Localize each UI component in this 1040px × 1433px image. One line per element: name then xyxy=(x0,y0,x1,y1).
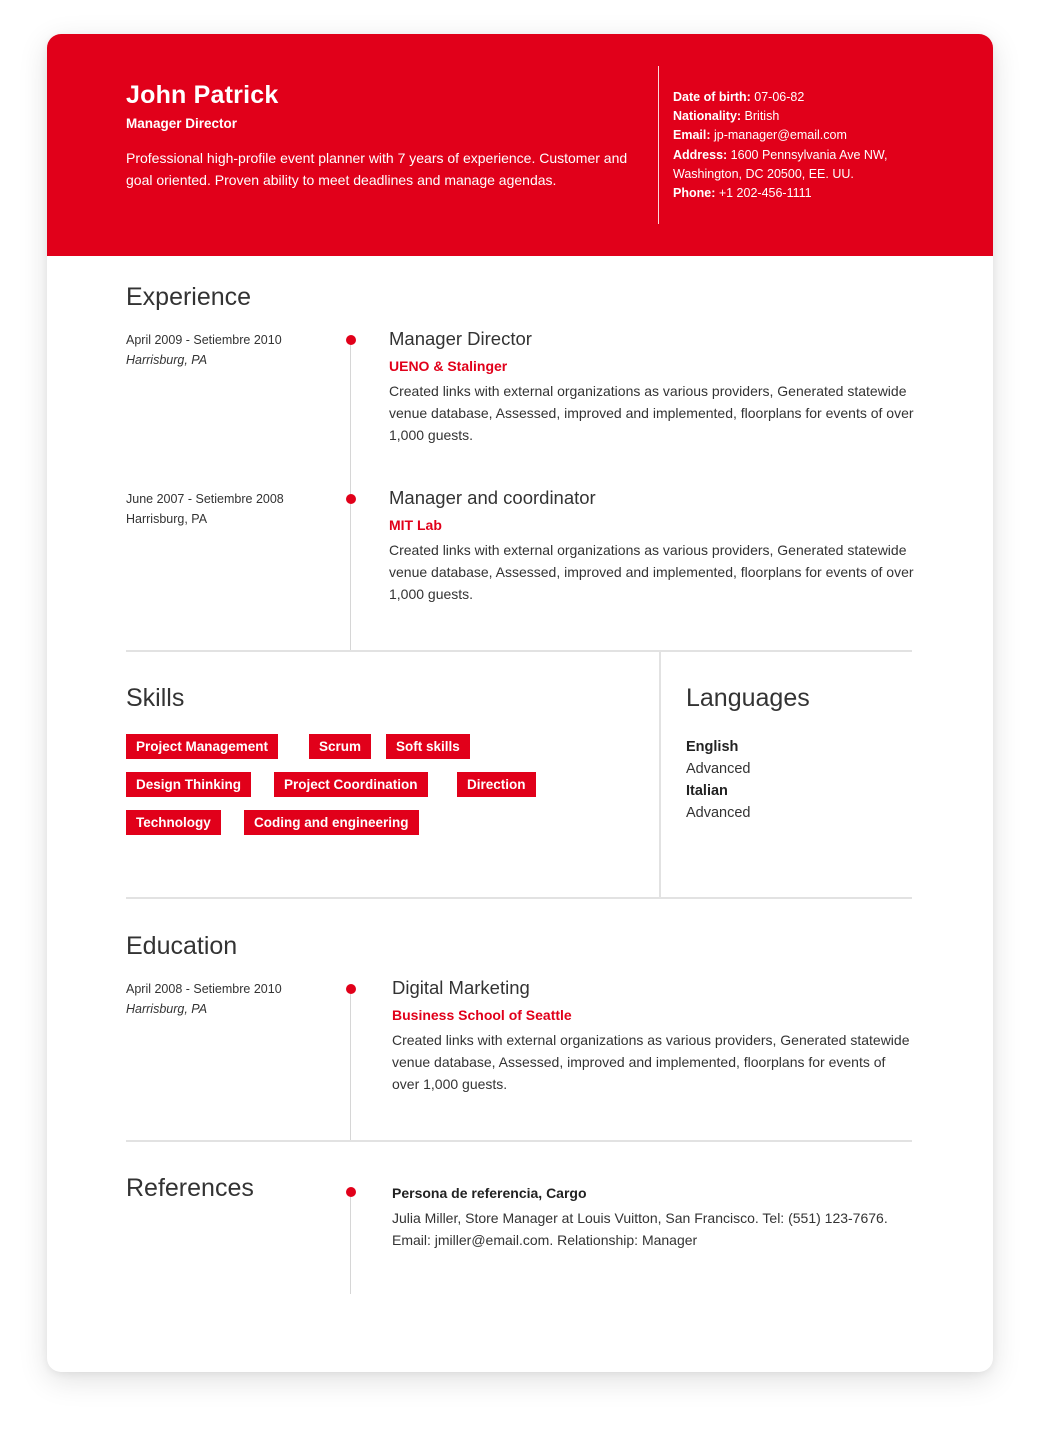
info-phone: Phone: +1 202-456-1111 xyxy=(673,186,812,201)
experience-2-date: June 2007 - Setiembre 2008 xyxy=(126,492,284,506)
experience-1-location: Harrisburg, PA xyxy=(126,352,208,367)
info-address: Address: 1600 Pennsylvania Ave NW, xyxy=(673,147,888,162)
divider xyxy=(126,897,912,899)
experience-1-dot xyxy=(346,335,356,345)
education-1-dot xyxy=(346,984,356,994)
experience-1-date: April 2009 - Setiembre 2010 xyxy=(126,333,282,347)
education-1-location: Harrisburg, PA xyxy=(126,1001,208,1016)
skill-tag: Technology xyxy=(126,810,221,835)
info-nationality: Nationality: British xyxy=(673,109,780,124)
info-dob: Date of birth: 07-06-82 xyxy=(673,90,805,104)
skills-languages-divider xyxy=(659,651,661,898)
education-1-title: Digital Marketing xyxy=(392,977,530,998)
languages-title: Languages xyxy=(686,684,810,712)
experience-2-date-block xyxy=(126,490,284,529)
skill-tag: Project Coordination xyxy=(274,772,428,797)
info-address-line2: Washington, DC 20500, EE. UU. xyxy=(673,166,854,181)
info-email: Email: jp-manager@email.com xyxy=(673,128,847,143)
experience-1-org: UENO & Stalinger xyxy=(389,358,508,374)
education-1-date: April 2008 - Setiembre 2010 xyxy=(126,982,282,996)
personal-info xyxy=(673,88,973,203)
education-1-desc: Created links with external organizations as various providers, Generated statewide venue database, Assessed, improved and implemented, floorplans for events of over 1,000 guests. xyxy=(392,1032,910,1092)
experience-1-desc: Created links with external organizations as various providers, Generated statewide venue database, Assessed, improved and implemented, floorplans for events of over 1,000 guests. xyxy=(389,383,914,443)
skill-tag: Project Management xyxy=(126,734,278,759)
education-timeline xyxy=(350,989,351,1141)
experience-2-title: Manager and coordinator xyxy=(389,487,596,508)
language-2-name: Italian xyxy=(686,783,728,799)
reference-name: Persona de referencia, Cargo xyxy=(392,1185,587,1201)
reference-desc: Julia Miller, Store Manager at Louis Vuitton, San Francisco. Tel: (551) 123-7676. Email: jmiller@email.com. Relationship: Manager xyxy=(392,1210,888,1248)
references-timeline xyxy=(350,1192,351,1294)
references-title: References xyxy=(126,1174,254,1202)
skill-tag: Scrum xyxy=(309,734,371,759)
education-1-date-block xyxy=(126,980,282,1019)
skill-tag: Design Thinking xyxy=(126,772,251,797)
person-role: Manager Director xyxy=(126,116,238,131)
reference-dot xyxy=(346,1187,356,1197)
language-1-level: Advanced xyxy=(686,761,751,777)
experience-1-date-block xyxy=(126,331,282,370)
skill-tag: Soft skills xyxy=(386,734,470,759)
divider xyxy=(126,650,912,652)
experience-title: Experience xyxy=(126,283,252,311)
skill-tag: Coding and engineering xyxy=(244,810,419,835)
divider xyxy=(126,1140,912,1142)
header-divider xyxy=(658,66,659,224)
experience-1-title: Manager Director xyxy=(389,328,532,349)
education-1-org: Business School of Seattle xyxy=(392,1007,572,1023)
experience-2-org: MIT Lab xyxy=(389,517,442,533)
person-name: John Patrick xyxy=(126,81,279,109)
experience-2-desc: Created links with external organizations as various providers, Generated statewide venue database, Assessed, improved and implemented, floorplans for events of over 1,000 guests. xyxy=(389,542,914,602)
language-2-level: Advanced xyxy=(686,805,751,821)
skill-tag: Direction xyxy=(457,772,536,797)
experience-2-location: Harrisburg, PA xyxy=(126,511,208,526)
language-1-name: English xyxy=(686,739,739,755)
skills-title: Skills xyxy=(126,684,185,712)
experience-2-dot xyxy=(346,494,356,504)
resume-card xyxy=(47,34,993,1372)
resume-header xyxy=(47,34,993,256)
education-title: Education xyxy=(126,932,238,960)
profile-summary: Professional high-profile event planner with 7 years of experience. Customer and goal oriented. Proven ability to meet deadlines and manage agendas. xyxy=(126,150,628,188)
